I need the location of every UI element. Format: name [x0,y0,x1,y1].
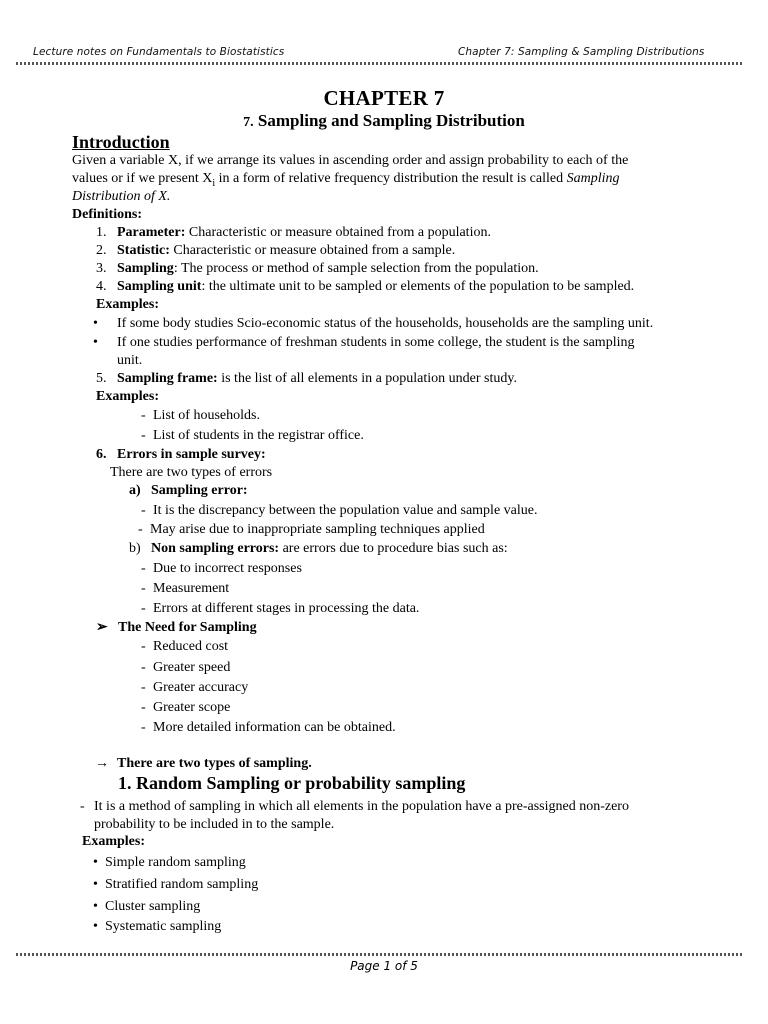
error-label: a) [129,483,141,498]
list-item [93,854,246,872]
list-item [138,521,485,539]
intro-line-3: Distribution of X. [72,189,171,204]
list-item [93,898,200,916]
error-text: are errors due to procedure bias such as: [279,541,508,556]
example-text: List of students in the registrar office. [153,428,364,443]
error-type-a [129,482,248,500]
need-item-text: Greater speed [153,660,231,675]
bullet-icon: • [93,877,98,892]
list-item [93,315,653,333]
definition-number: 2. [96,243,107,258]
definition-text: : The process or method of sample selection from the population. [173,261,539,276]
definition-number: 1. [96,225,107,240]
example-text: If one studies performance of freshman students in some college, the student is the sampling [117,335,635,350]
arrowhead-bullet-icon: ➢ [96,620,108,635]
definition-number: 6. [96,447,107,462]
error-detail: Errors at different stages in processing the data. [153,601,420,616]
dash-icon: - [141,720,146,735]
list-item [93,918,221,936]
bullet-icon: • [93,855,98,870]
need-for-sampling-heading [96,619,257,637]
bullet-icon: • [93,335,98,350]
dash-icon: - [141,428,146,443]
list-item [141,600,419,618]
list-item [141,580,229,598]
definition-item [96,242,455,260]
error-term: Sampling error: [151,483,248,498]
dash-icon: - [141,700,146,715]
definition-text: Characteristic or measure obtained from a sample. [169,243,456,258]
error-detail: Measurement [153,581,230,596]
dash-icon: - [141,408,146,423]
definition-term: Sampling unit [117,279,202,294]
bullet-icon: • [93,316,98,331]
running-header-right: Chapter 7: Sampling & Sampling Distributions [458,46,705,58]
chapter-number: 7. [243,115,254,130]
list-item [141,719,396,737]
need-item-text: More detailed information can be obtained. [153,720,396,735]
dash-icon: - [141,660,146,675]
dash-icon: - [141,639,146,654]
error-term: Non sampling errors: [151,541,280,556]
definition-text: is the list of all elements in a population under study. [217,371,517,386]
chapter-subtitle-text: Sampling and Sampling Distribution [257,111,525,130]
list-item [141,638,228,656]
definition-number: 3. [96,261,107,276]
definition-item [96,260,539,278]
need-heading-text: The Need for Sampling [118,620,257,635]
examples-heading: Examples: [96,389,159,404]
list-item [141,427,364,445]
bullet-icon: • [93,919,98,934]
definition-item [96,278,634,296]
intro-line-2-a: values or if we present X [72,171,213,186]
example-text: If some body studies Scio-economic status of the households, households are the sampling unit. [117,316,654,331]
definition-term: Sampling [117,261,174,276]
list-item [93,876,258,894]
error-label: b) [129,541,141,556]
error-detail: Due to incorrect responses [153,561,302,576]
intro-line-2-b: in a form of relative frequency distribution the result is called [215,171,567,186]
list-item [141,407,260,425]
intro-line-1: Given a variable X, if we arrange its values in ascending order and assign probability to each of the [72,153,629,168]
definition-term: Statistic: [117,243,170,258]
definition-item [96,370,517,388]
list-item [141,659,230,677]
sampling-example: Systematic sampling [105,919,222,934]
dash-icon: - [141,503,146,518]
need-item-text: Greater scope [153,700,231,715]
sampling-example: Cluster sampling [105,899,201,914]
definition-item [96,446,266,464]
intro-line-2-italic: Sampling [566,171,620,186]
list-item [141,679,248,697]
sampling-example: Stratified random sampling [105,877,259,892]
definitions-heading: Definitions: [72,207,142,222]
error-detail: It is the discrepancy between the population value and sample value. [153,503,538,518]
bullet-icon: • [93,899,98,914]
header-divider [16,62,743,65]
running-header-left: Lecture notes on Fundamentals to Biostatistics [33,46,285,58]
definition-number: 4. [96,279,107,294]
list-item [141,699,230,717]
dash-icon: - [141,680,146,695]
definition-term: Parameter: [117,225,186,240]
list-item [141,502,537,520]
chapter-title: CHAPTER 7 [323,86,445,110]
dash-icon: - [141,581,146,596]
list-item [141,560,302,578]
dash-icon: - [138,522,143,537]
need-item-text: Greater accuracy [153,680,249,695]
definition-text: : the ultimate unit to be sampled or elements of the population to be sampled. [201,279,635,294]
definition-text: Characteristic or measure obtained from a population. [185,225,491,240]
list-item [93,334,634,352]
dash-icon: - [80,799,85,814]
sampling-example: Simple random sampling [105,855,246,870]
introduction-heading: Introduction [72,132,170,152]
dash-icon: - [141,601,146,616]
chapter-subtitle [0,111,768,131]
footer-divider [16,953,743,956]
description-line-2: probability to be included in to the sample. [94,817,335,832]
description-line-1: It is a method of sampling in which all elements in the population have a pre-assigned non-zero [94,799,629,814]
examples-heading: Examples: [96,297,159,312]
definition-number: 5. [96,371,107,386]
examples-heading: Examples: [82,834,145,849]
definition-term: Errors in sample survey: [117,447,266,462]
intro-subscript: i [212,177,216,189]
error-type-b [129,540,508,558]
section-heading-random-sampling: 1. Random Sampling or probability sampling [118,773,466,793]
sampling-types-heading [95,755,312,773]
definition-item [96,224,491,242]
errors-intro: There are two types of errors [110,465,273,480]
right-arrow-icon: → [95,756,109,771]
example-text: List of households. [153,408,260,423]
example-continuation: unit. [117,353,143,368]
definition-term: Sampling frame: [117,371,218,386]
error-detail: May arise due to inappropriate sampling techniques applied [150,522,485,537]
need-item-text: Reduced cost [153,639,229,654]
page-number: Page 1 of 5 [350,959,418,973]
dash-icon: - [141,561,146,576]
sampling-types-text: There are two types of sampling. [117,756,312,771]
random-sampling-description [80,798,629,816]
